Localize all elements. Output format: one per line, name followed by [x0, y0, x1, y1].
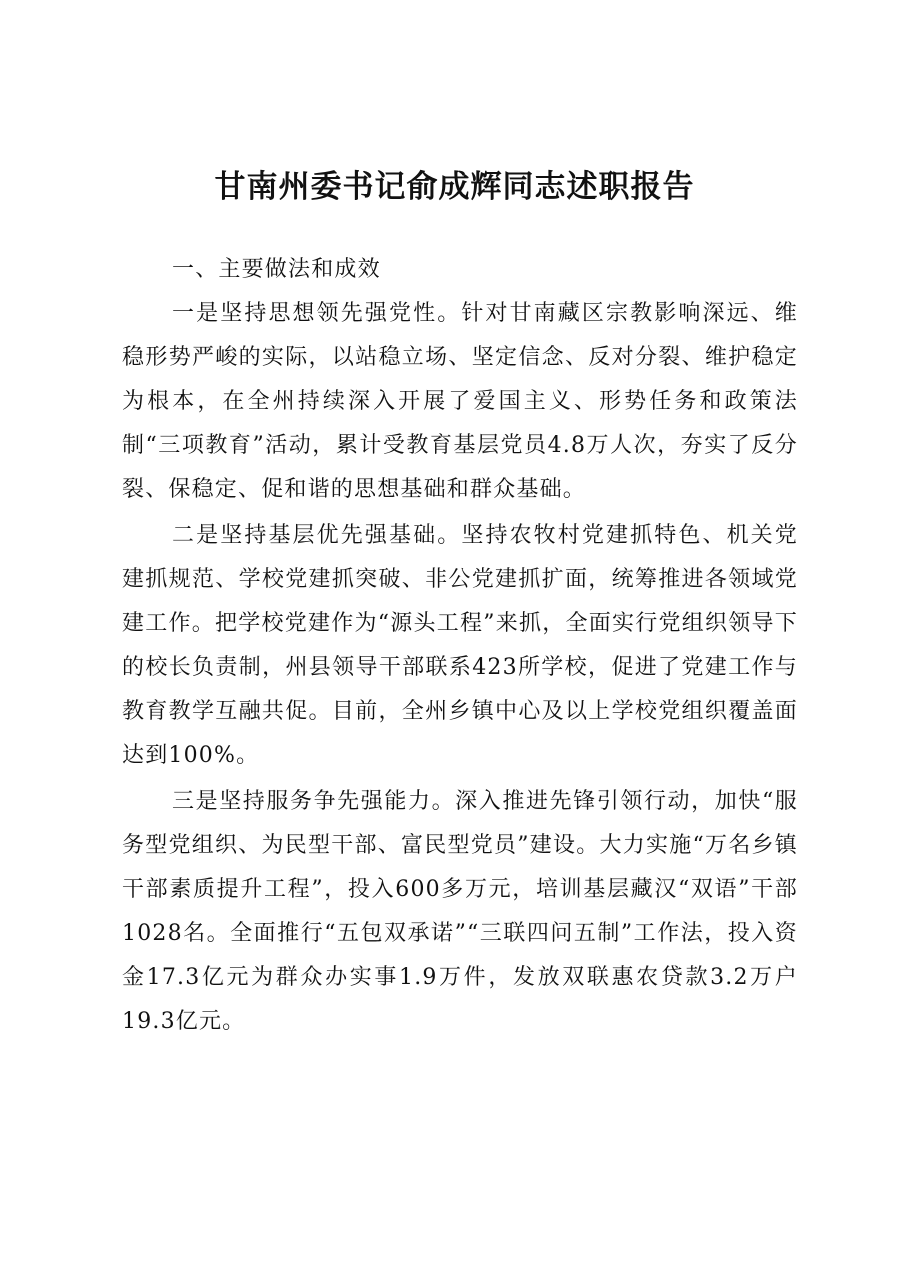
- paragraph-1: 一是坚持思想领先强党性。针对甘南藏区宗教影响深远、维稳形势严峻的实际，以站稳立场、坚定信念、反对分裂、维护稳定为根本，在全州持续深入开展了爱国主义、形势任务和政策法制“三项教育”活动，累计受教育基层党员4.8万人次，夯实了反分裂、保稳定、促和谐的思想基础和群众基础。: [122, 301, 798, 502]
- section-heading: 一、主要做法和成效: [172, 257, 381, 282]
- document-body: [122, 248, 798, 1044]
- paragraph-3: 三是坚持服务争先强能力。深入推进先锋引领行动，加快“服务型党组织、为民型干部、富民型党员”建设。大力实施“万名乡镇干部素质提升工程”，投入600多万元，培训基层藏汉“双语”干部1028名。全面推行“五包双承诺”“三联四问五制”工作法，投入资金17.3亿元为群众办实事1.9万件，发放双联惠农贷款3.2万户19.3亿元。: [122, 789, 798, 1034]
- document-title: 甘南州委书记俞成辉同志述职报告: [214, 169, 695, 205]
- paragraph-2: 二是坚持基层优先强基础。坚持农牧村党建抓特色、机关党建抓规范、学校党建抓突破、非公党建抓扩面，统筹推进各领域党建工作。把学校党建作为“源头工程”来抓，全面实行党组织领导下的校长负责制，州县领导干部联系423所学校，促进了党建工作与教育教学互融共促。目前，全州乡镇中心及以上学校党组织覆盖面达到100%。: [122, 523, 798, 768]
